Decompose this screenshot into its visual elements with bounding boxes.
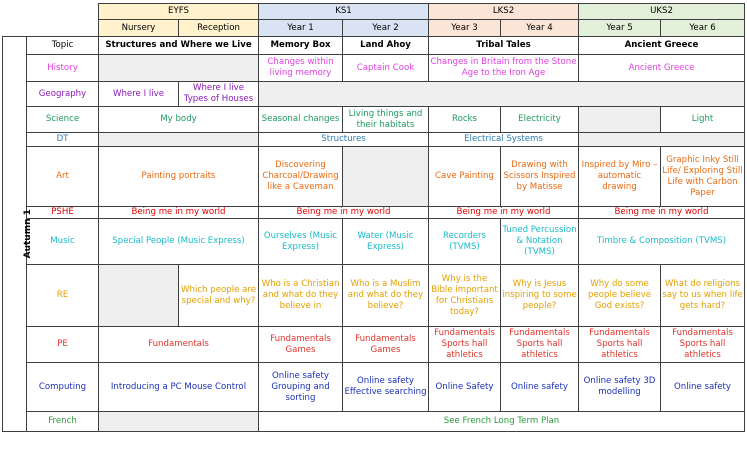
dt-eyfs-empty [99, 133, 259, 147]
computing-y3: Online Safety [429, 363, 501, 412]
row-dt [3, 133, 745, 147]
dt-ks1: Structures [259, 133, 429, 147]
row-music [3, 219, 745, 265]
computing-y2: Online safety Effective searching [343, 363, 429, 412]
music-uks2: Timbre & Composition (TVMS) [579, 219, 745, 265]
topic-y2: Land Ahoy [343, 37, 429, 55]
pe-eyfs: Fundamentals [99, 327, 259, 363]
computing-y6: Online safety [661, 363, 745, 412]
science-y2: Living things and their habitats [343, 107, 429, 133]
computing-y5: Online safety 3D modelling [579, 363, 661, 412]
music-y4: Tuned Percussion & Notation (TVMS) [501, 219, 579, 265]
topic-uks2: Ancient Greece [579, 37, 745, 55]
row-topic [3, 37, 745, 55]
year-5: Year 5 [579, 20, 661, 37]
year-nursery: Nursery [99, 20, 179, 37]
geography-empty [259, 82, 745, 107]
science-y6: Light [661, 107, 745, 133]
year-2: Year 2 [343, 20, 429, 37]
subject-topic: Topic [27, 37, 99, 55]
pshe-ks1: Being me in my world [259, 207, 429, 219]
computing-y1: Online safety Grouping and sorting [259, 363, 343, 412]
re-y2: Who is a Muslim and what do they believe? [343, 265, 429, 327]
row-pshe [3, 207, 745, 219]
history-uks2: Ancient Greece [579, 55, 745, 82]
pe-y4: Fundamentals Sports hall athletics [501, 327, 579, 363]
stage-lks2: LKS2 [429, 4, 579, 20]
year-1: Year 1 [259, 20, 343, 37]
year-4: Year 4 [501, 20, 579, 37]
geography-reception: Where I live Types of Houses [179, 82, 259, 107]
music-y2: Water (Music Express) [343, 219, 429, 265]
row-re [3, 265, 745, 327]
science-y1: Seasonal changes [259, 107, 343, 133]
corner-blank [27, 20, 99, 37]
subject-pshe: PSHE [27, 207, 99, 219]
science-eyfs: My body [99, 107, 259, 133]
subject-french: French [27, 412, 99, 432]
history-lks2: Changes in Britain from the Stone Age to the Iron Age [429, 55, 579, 82]
stage-ks1: KS1 [259, 4, 429, 20]
french-eyfs-empty [99, 412, 259, 432]
art-y2-empty [343, 147, 429, 207]
corner-blank [3, 20, 27, 37]
art-y6: Graphic Inky Still Life/ Exploring Still Life with Carbon Paper [661, 147, 745, 207]
science-y5-empty [579, 107, 661, 133]
subject-history: History [27, 55, 99, 82]
music-y1: Ourselves (Music Express) [259, 219, 343, 265]
science-y4: Electricity [501, 107, 579, 133]
row-geography [3, 82, 745, 107]
art-y4: Drawing with Scissors Inspired by Matisse [501, 147, 579, 207]
re-y6: What do religions say to us when life gets hard? [661, 265, 745, 327]
computing-y4: Online safety [501, 363, 579, 412]
art-eyfs: Painting portraits [99, 147, 259, 207]
art-y5: Inspired by Miro – automatic drawing [579, 147, 661, 207]
row-art [3, 147, 745, 207]
term-label: Autumn 1 [3, 37, 27, 432]
row-history [3, 55, 745, 82]
subject-geography: Geography [27, 82, 99, 107]
dt-lks2: Electrical Systems [429, 133, 579, 147]
subject-re: RE [27, 265, 99, 327]
subject-science: Science [27, 107, 99, 133]
year-6: Year 6 [661, 20, 745, 37]
music-eyfs: Special People (Music Express) [99, 219, 259, 265]
subject-pe: PE [27, 327, 99, 363]
row-french [3, 412, 745, 432]
pshe-eyfs: Being me in my world [99, 207, 259, 219]
year-reception: Reception [179, 20, 259, 37]
topic-eyfs: Structures and Where we Live [99, 37, 259, 55]
topic-lks2: Tribal Tales [429, 37, 579, 55]
subject-computing: Computing [27, 363, 99, 412]
pe-y2: Fundamentals Games [343, 327, 429, 363]
pe-y1: Fundamentals Games [259, 327, 343, 363]
re-reception: Which people are special and why? [179, 265, 259, 327]
year-3: Year 3 [429, 20, 501, 37]
history-y1: Changes within living memory [259, 55, 343, 82]
music-y3: Recorders (TVMS) [429, 219, 501, 265]
re-y3: Why is the Bible important for Christians today? [429, 265, 501, 327]
subject-music: Music [27, 219, 99, 265]
computing-eyfs: Introducing a PC Mouse Control [99, 363, 259, 412]
pshe-lks2: Being me in my world [429, 207, 579, 219]
pe-y3: Fundamentals Sports hall athletics [429, 327, 501, 363]
row-computing [3, 363, 745, 412]
pshe-uks2: Being me in my world [579, 207, 745, 219]
re-y5: Why do some people believe God exists? [579, 265, 661, 327]
stage-uks2: UKS2 [579, 4, 745, 20]
subject-art: Art [27, 147, 99, 207]
topic-y1: Memory Box [259, 37, 343, 55]
pe-y6: Fundamentals Sports hall athletics [661, 327, 745, 363]
re-y1: Who is a Christian and what do they believe in [259, 265, 343, 327]
art-y1: Discovering Charcoal/Drawing like a Caveman [259, 147, 343, 207]
pe-y5: Fundamentals Sports hall athletics [579, 327, 661, 363]
science-y3: Rocks [429, 107, 501, 133]
dt-uks2-empty [579, 133, 745, 147]
art-y3: Cave Painting [429, 147, 501, 207]
geography-nursery: Where I live [99, 82, 179, 107]
history-y2: Captain Cook [343, 55, 429, 82]
re-nursery-empty [99, 265, 179, 327]
french-ks1-ks2: See French Long Term Plan [259, 412, 745, 432]
stage-eyfs: EYFS [99, 4, 259, 20]
year-header-row [3, 20, 745, 37]
row-science [3, 107, 745, 133]
subject-dt: DT [27, 133, 99, 147]
corner-blank [3, 4, 27, 20]
curriculum-overview-table [2, 3, 745, 432]
re-y4: Why is Jesus inspiring to some people? [501, 265, 579, 327]
history-eyfs-empty [99, 55, 259, 82]
corner-blank [27, 4, 99, 20]
row-pe [3, 327, 745, 363]
key-stage-header-row [3, 4, 745, 20]
